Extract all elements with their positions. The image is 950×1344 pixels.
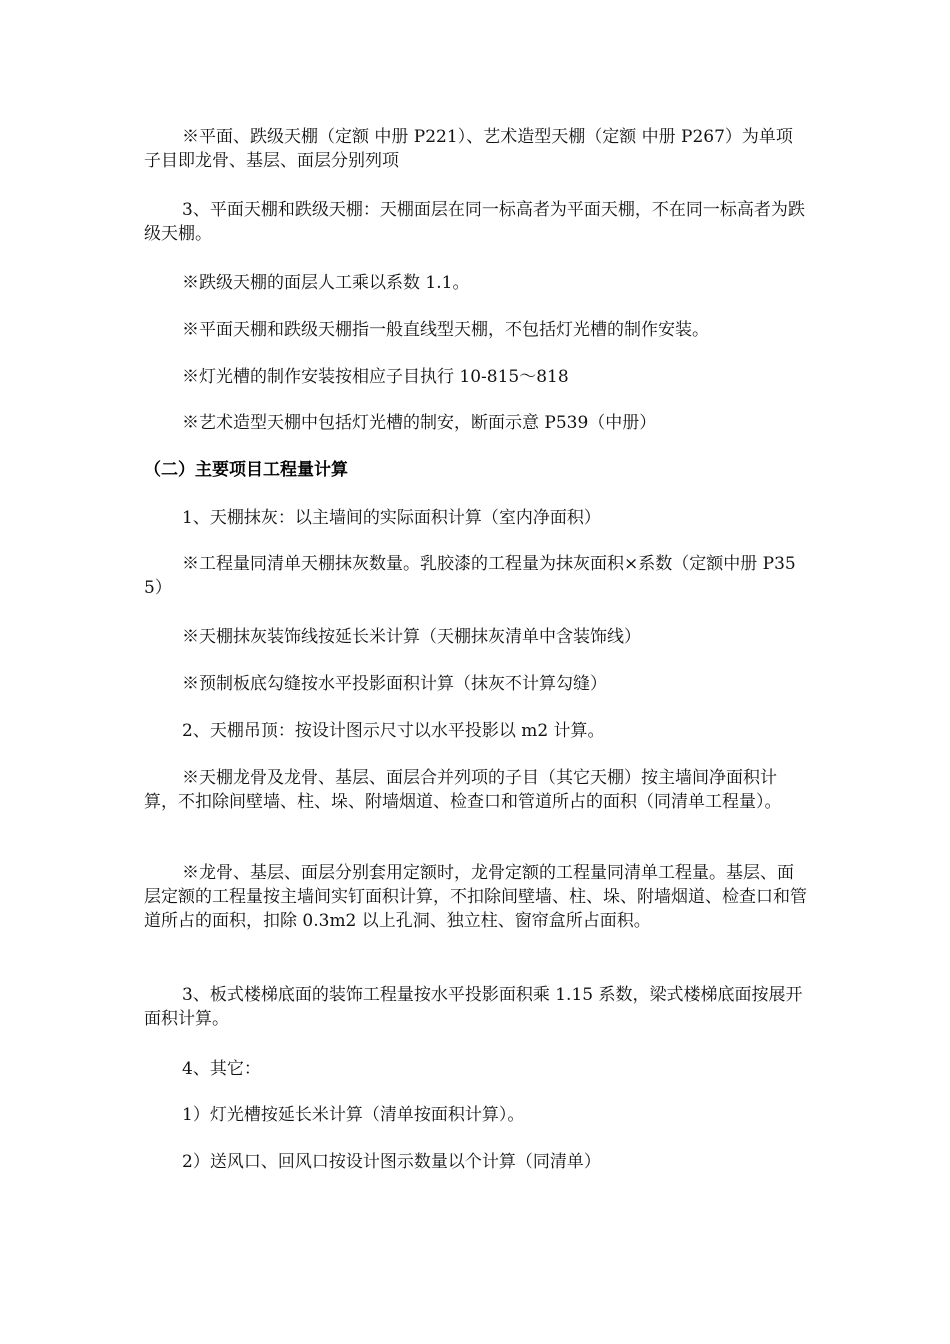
paragraph-suspended-ceiling: 2、天棚吊顶：按设计图示尺寸以水平投影以 m2 计算。 bbox=[182, 721, 605, 741]
paragraph-light-trough-items: ※灯光槽的制作安装按相应子目执行 10-815～818 bbox=[182, 367, 569, 387]
paragraph-air-vents: 2）送风口、回风口按设计图示数量以个计算（同清单） bbox=[182, 1152, 601, 1172]
paragraph-plaster-area: 1、天棚抹灰：以主墙间的实际面积计算（室内净面积） bbox=[182, 508, 601, 528]
paragraph-artistic-ceiling: ※艺术造型天棚中包括灯光槽的制安，断面示意 P539（中册） bbox=[182, 413, 657, 433]
paragraph-light-trough-length: 1）灯光槽按延长米计算（清单按面积计算）。 bbox=[182, 1105, 525, 1125]
paragraph-stepped-labor-factor: ※跌级天棚的面层人工乘以系数 1.1。 bbox=[182, 273, 470, 293]
paragraph-straight-ceiling-scope: ※平面天棚和跌级天棚指一般直线型天棚，不包括灯光槽的制作安装。 bbox=[182, 320, 709, 340]
paragraph-decorative-line: ※天棚抹灰装饰线按延长米计算（天棚抹灰清单中含装饰线） bbox=[182, 627, 641, 647]
paragraph-ceiling-itemization: ※平面、跌级天棚（定额 中册 P221）、艺术造型天棚（定额 中册 P267）为单项子目即龙骨、基层、面层分别列项 bbox=[144, 127, 793, 171]
paragraph-flat-and-stepped-ceiling: 3、平面天棚和跌级天棚：天棚面层在同一标高者为平面天棚，不在同一标高者为跌级天棚。 bbox=[144, 200, 805, 244]
paragraph-others: 4、其它： bbox=[182, 1059, 261, 1079]
section-heading: （二）主要项目工程量计算 bbox=[144, 460, 348, 480]
paragraph-plaster-quantity: ※工程量同清单天棚抹灰数量。乳胶漆的工程量为抹灰面积×系数（定额中册 P355） bbox=[144, 554, 796, 598]
paragraph-precast-joint: ※预制板底勾缝按水平投影面积计算（抹灰不计算勾缝） bbox=[182, 674, 607, 694]
paragraph-combined-items: ※天棚龙骨及龙骨、基层、面层合并列项的子目（其它天棚）按主墙间净面积计算，不扣除间壁墙、柱、垛、附墙烟道、检查口和管道所占的面积（同清单工程量）。 bbox=[144, 768, 782, 812]
paragraph-stair-soffit: 3、板式楼梯底面的装饰工程量按水平投影面积乘 1.15 系数，梁式楼梯底面按展开面积计算。 bbox=[144, 985, 803, 1029]
paragraph-separate-items: ※龙骨、基层、面层分别套用定额时，龙骨定额的工程量同清单工程量。基层、面层定额的工程量按主墙间实钉面积计算，不扣除间壁墙、柱、垛、附墙烟道、检查口和管道所占的面积，扣除 0.3m2 以上孔洞、独立柱、窗帘盒所占面积。 bbox=[144, 863, 807, 931]
